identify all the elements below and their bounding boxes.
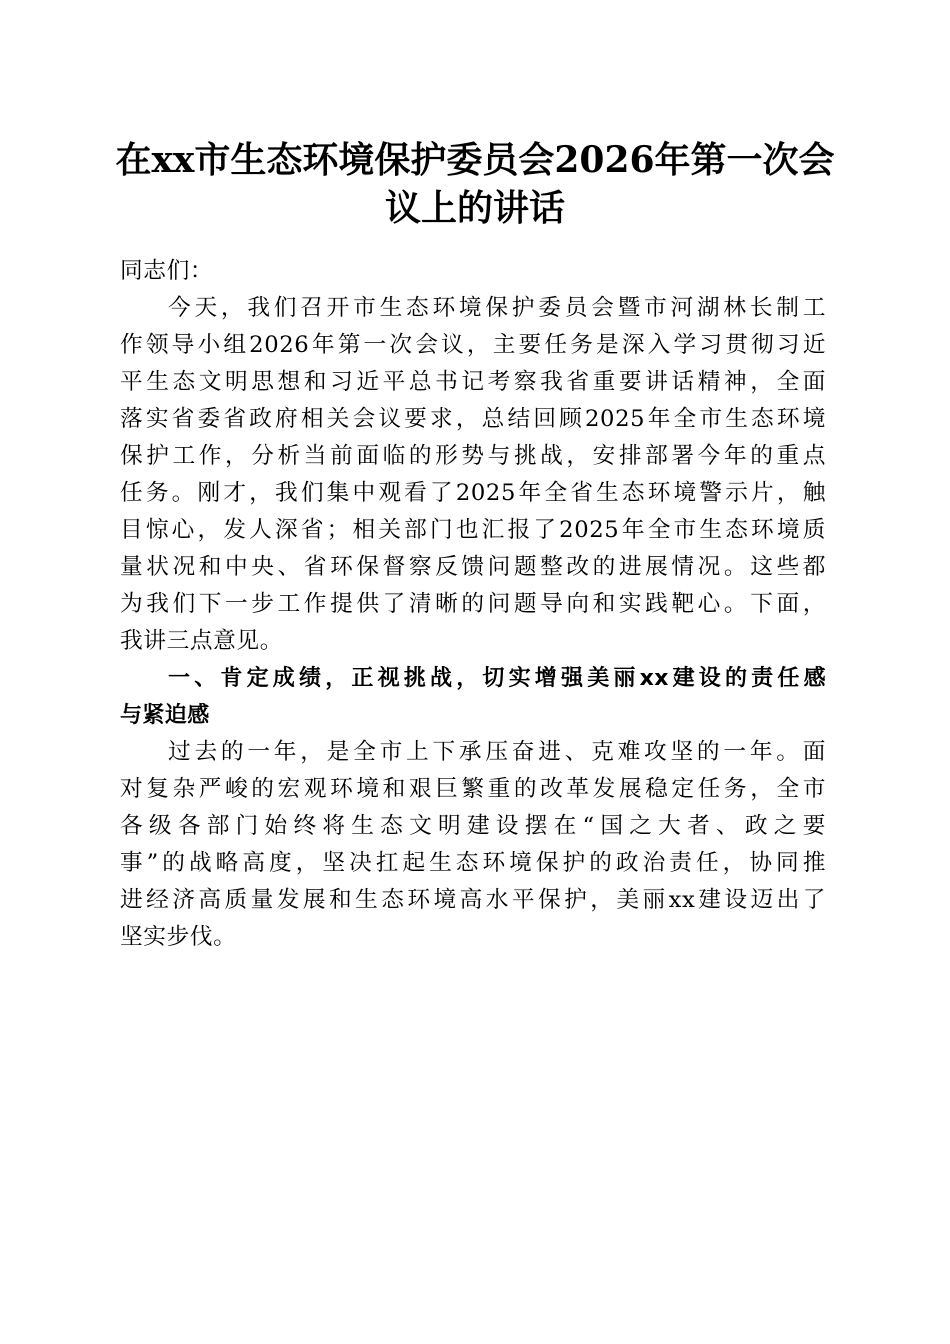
paragraph-line: 落实省委省政府相关会议要求，总结回顾2025年全市生态环境 [120,406,826,432]
paragraph-line: 平生态文明思想和习近平总书记考察我省重要讲话精神，全面 [120,369,826,395]
paragraph-line: 任务。刚才，我们集中观看了2025年全省生态环境警示片，触 [120,480,826,506]
paragraph-line: 为我们下一步工作提供了清晰的问题导向和实践靶心。下面， [120,591,826,617]
paragraph-line: 目惊心，发人深省；相关部门也汇报了2025年全市生态环境质 [120,517,826,543]
paragraph-line: 今天，我们召开市生态环境保护委员会暨市河湖林长制工 [168,295,826,321]
document-body [120,253,826,956]
salutation: 同志们： [120,258,214,284]
document-title [100,136,850,232]
paragraph-line: 作领导小组2026年第一次会议，主要任务是深入学习贯彻习近 [120,332,826,358]
title-line: 议上的讲话 [384,187,565,229]
paragraph-line: 保护工作，分析当前面临的形势与挑战，安排部署今年的重点 [120,443,826,469]
paragraph-line: 对复杂严峻的宏观环境和艰巨繁重的改革发展稳定任务，全市 [120,776,826,802]
paragraph-line: 过去的一年，是全市上下承压奋进、克难攻坚的一年。面 [168,739,826,765]
paragraph-review [120,734,826,956]
section-heading-1 [120,660,826,734]
paragraph-line: 量状况和中央、省环保督察反馈问题整改的进展情况。这些都 [120,554,826,580]
paragraph-line: 各级各部门始终将生态文明建设摆在“国之大者、政之要 [120,813,826,839]
paragraph-line: 我讲三点意见。 [120,628,284,654]
paragraph-line: 事”的战略高度，坚决扛起生态环境保护的政治责任，协同推 [120,850,826,876]
paragraph-line: 进经济高质量发展和生态环境高水平保护，美丽xx建设迈出了 [120,887,826,913]
heading-line: 一、肯定成绩，正视挑战，切实增强美丽xx建设的责任感 [168,666,826,691]
heading-line: 与紧迫感 [120,703,210,728]
title-line: 在xx市生态环境保护委员会2026年第一次会 [115,139,835,181]
paragraph-intro [120,290,826,660]
paragraph-line: 坚实步伐。 [120,924,237,950]
